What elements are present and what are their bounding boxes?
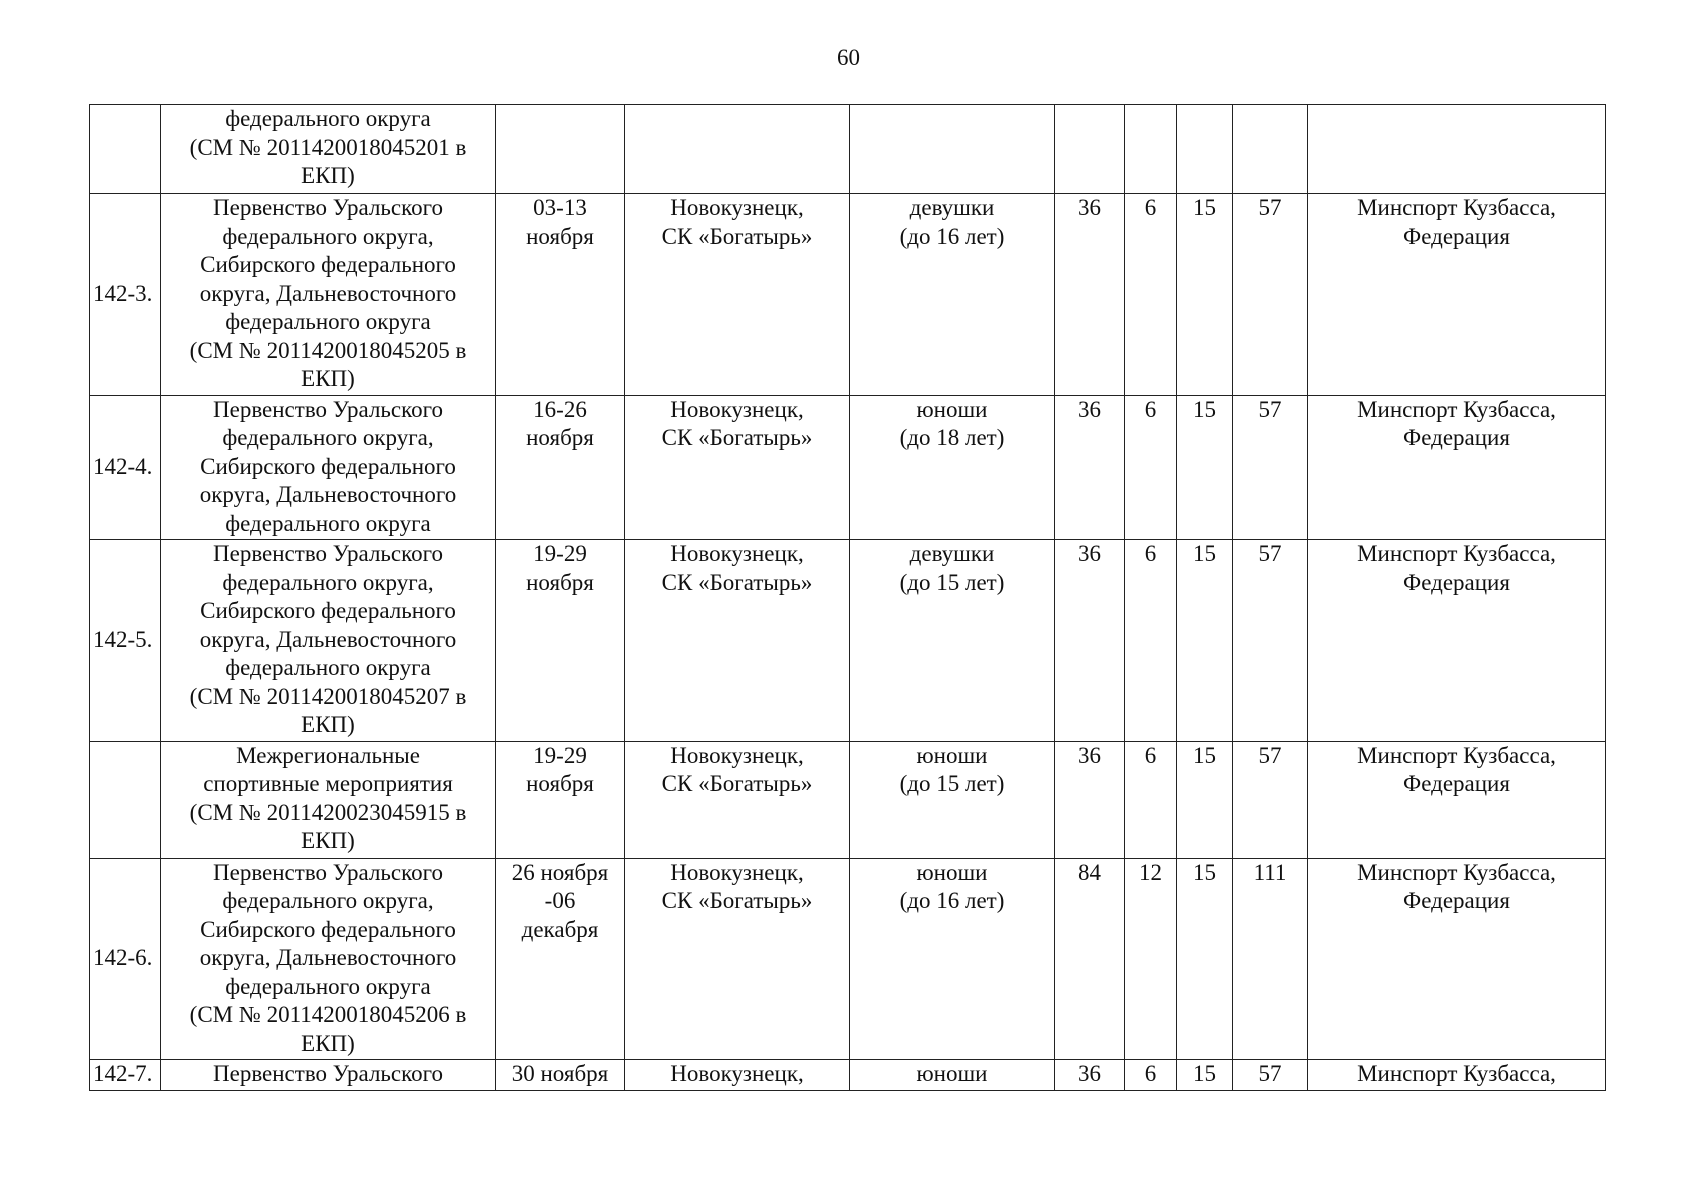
event-place: Новокузнецк, СК «Богатырь» [625,395,850,540]
event-participants: девушки (до 15 лет) [850,540,1055,742]
count-total [1233,105,1308,194]
event-place: Новокузнецк, СК «Богатырь» [625,194,850,396]
count-2: 6 [1125,395,1177,540]
count-1: 36 [1055,540,1125,742]
event-dates [496,105,625,194]
event-dates: 26 ноября -06 декабря [496,858,625,1060]
event-name: Первенство Уральского федерального округа, Сибирского федерального округа, Дальневосточного федерального округа (СМ № 2011420018045205 в ЕКП) [161,194,496,396]
count-2: 6 [1125,194,1177,396]
table-row [90,395,1606,540]
count-2: 6 [1125,741,1177,858]
count-1 [1055,105,1125,194]
count-total: 57 [1233,540,1308,742]
count-2: 6 [1125,1060,1177,1091]
count-1: 36 [1055,741,1125,858]
event-organizer: Минспорт Кузбасса, [1308,1060,1606,1091]
count-1: 84 [1055,858,1125,1060]
count-total: 57 [1233,194,1308,396]
event-organizer: Минспорт Кузбасса, Федерация [1308,540,1606,742]
event-participants: юноши (до 16 лет) [850,858,1055,1060]
event-organizer: Минспорт Кузбасса, Федерация [1308,395,1606,540]
count-3: 15 [1177,540,1233,742]
event-participants: юноши (до 15 лет) [850,741,1055,858]
count-1: 36 [1055,1060,1125,1091]
event-number: 142-6. [90,858,161,1060]
event-dates: 16-26 ноября [496,395,625,540]
event-place: Новокузнецк, СК «Богатырь» [625,858,850,1060]
count-2 [1125,105,1177,194]
count-total: 111 [1233,858,1308,1060]
event-number: 142-7. [90,1060,161,1091]
table-row [90,1060,1606,1091]
event-organizer: Минспорт Кузбасса, Федерация [1308,741,1606,858]
count-3: 15 [1177,1060,1233,1091]
event-organizer: Минспорт Кузбасса, Федерация [1308,858,1606,1060]
event-number: 142-4. [90,395,161,540]
event-number: 142-5. [90,540,161,742]
event-name: Первенство Уральского федерального округа, Сибирского федерального округа, Дальневосточного федерального округа (СМ № 2011420018045206 в ЕКП) [161,858,496,1060]
count-1: 36 [1055,194,1125,396]
event-participants: юноши (до 18 лет) [850,395,1055,540]
count-total: 57 [1233,741,1308,858]
event-name: федерального округа (СМ № 2011420018045201 в ЕКП) [161,105,496,194]
event-name: Межрегиональные спортивные мероприятия (СМ № 2011420023045915 в ЕКП) [161,741,496,858]
event-place: Новокузнецк, [625,1060,850,1091]
table-row [90,540,1606,742]
event-name: Первенство Уральского федерального округа, Сибирского федерального округа, Дальневосточного федерального округа [161,395,496,540]
count-2: 6 [1125,540,1177,742]
count-3 [1177,105,1233,194]
table-row [90,741,1606,858]
count-3: 15 [1177,741,1233,858]
event-participants [850,105,1055,194]
event-number: 142-3. [90,194,161,396]
count-total: 57 [1233,1060,1308,1091]
event-number [90,105,161,194]
table-row [90,105,1606,194]
count-3: 15 [1177,194,1233,396]
event-dates: 03-13 ноября [496,194,625,396]
count-1: 36 [1055,395,1125,540]
event-dates: 19-29 ноября [496,540,625,742]
event-name: Первенство Уральского федерального округа, Сибирского федерального округа, Дальневосточного федерального округа (СМ № 2011420018045207 в ЕКП) [161,540,496,742]
page-number: 60 [837,45,860,70]
count-total: 57 [1233,395,1308,540]
event-dates: 30 ноября [496,1060,625,1091]
event-participants: юноши [850,1060,1055,1091]
count-3: 15 [1177,395,1233,540]
events-table [89,104,1606,1091]
table-row [90,194,1606,396]
event-name: Первенство Уральского [161,1060,496,1091]
event-participants: девушки (до 16 лет) [850,194,1055,396]
table-body [90,105,1606,1091]
table-row [90,858,1606,1060]
event-place: Новокузнецк, СК «Богатырь» [625,540,850,742]
count-3: 15 [1177,858,1233,1060]
event-dates: 19-29 ноября [496,741,625,858]
event-organizer [1308,105,1606,194]
event-organizer: Минспорт Кузбасса, Федерация [1308,194,1606,396]
event-place [625,105,850,194]
event-number [90,741,161,858]
event-place: Новокузнецк, СК «Богатырь» [625,741,850,858]
count-2: 12 [1125,858,1177,1060]
